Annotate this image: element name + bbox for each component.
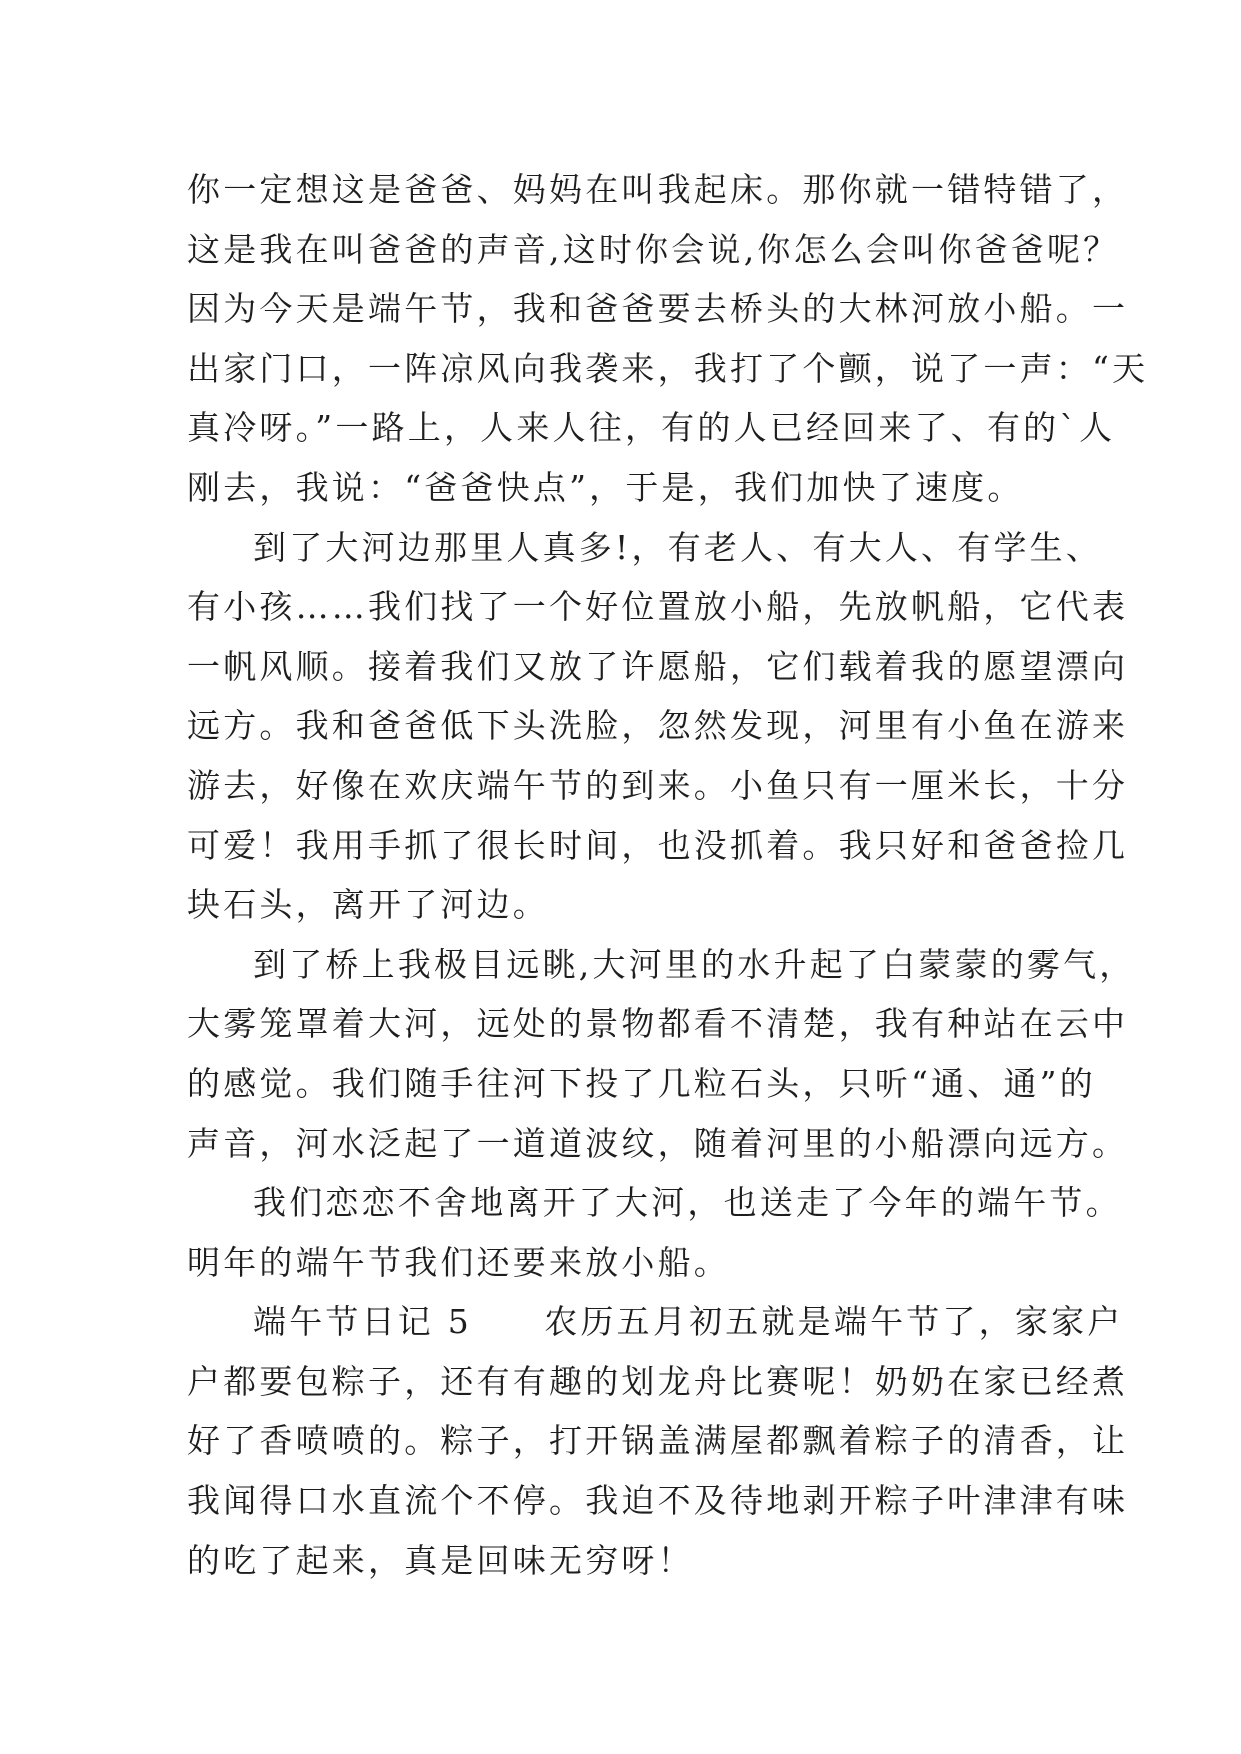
text-line: 有小孩……我们找了一个好位置放小船，先放帆船，它代表 bbox=[187, 587, 1129, 627]
text-line: 真冷呀。”一路上，人来人往，有的人已经回来了、有的`人 bbox=[187, 408, 1116, 448]
text-line: 好了香喷喷的。粽子，打开锅盖满屋都飘着粽子的清香，让 bbox=[187, 1421, 1129, 1461]
text-line: 的感觉。我们随手往河下投了几粒石头，只听“通、通”的 bbox=[187, 1063, 1096, 1103]
document-body bbox=[187, 160, 1149, 1590]
text-line: 因为今天是端午节，我和爸爸要去桥头的大林河放小船。一 bbox=[187, 289, 1129, 329]
text-line: 我闻得口水直流个不停。我迫不及待地剥开粽子叶津津有味 bbox=[187, 1481, 1129, 1521]
text-line: 这是我在叫爸爸的声音,这时你会说,你怎么会叫你爸爸呢？ bbox=[187, 229, 1120, 269]
text-line: 大雾笼罩着大河，远处的景物都看不清楚，我有种站在云中 bbox=[187, 1004, 1129, 1044]
text-line: 刚去，我说：“爸爸快点”，于是，我们加快了速度。 bbox=[187, 467, 1024, 507]
text-line: 明年的端午节我们还要来放小船。 bbox=[187, 1242, 730, 1282]
text-line: 声音，河水泛起了一道道波纹，随着河里的小船漂向远方。 bbox=[187, 1123, 1129, 1163]
text-line: 一帆风顺。接着我们又放了许愿船，它们载着我的愿望漂向 bbox=[187, 646, 1129, 686]
paragraph-start-line: 我们恋恋不舍地离开了大河，也送走了今年的端午节。 bbox=[253, 1183, 1122, 1223]
text-line: 出家门口，一阵凉风向我袭来，我打了个颤，说了一声：“天 bbox=[187, 348, 1149, 388]
paragraph-start-line: 端午节日记 5 农历五月初五就是端午节了，家家户 bbox=[253, 1302, 1124, 1342]
paragraph-start-line: 到了桥上我极目远眺,大河里的水升起了白蒙蒙的雾气， bbox=[253, 944, 1136, 984]
text-line: 可爱！我用手抓了很长时间，也没抓着。我只好和爸爸捡几 bbox=[187, 825, 1129, 865]
text-line: 的吃了起来，真是回味无穷呀！ bbox=[187, 1540, 694, 1580]
text-line: 远方。我和爸爸低下头洗脸，忽然发现，河里有小鱼在游来 bbox=[187, 706, 1129, 746]
text-line: 块石头，离开了河边。 bbox=[187, 885, 549, 925]
text-line: 游去，好像在欢庆端午节的到来。小鱼只有一厘米长，十分 bbox=[187, 765, 1129, 805]
text-line: 你一定想这是爸爸、妈妈在叫我起床。那你就一错特错了， bbox=[187, 170, 1129, 209]
text-line: 户都要包粽子，还有有趣的划龙舟比赛呢！奶奶在家已经煮 bbox=[187, 1361, 1129, 1401]
paragraph-start-line: 到了大河边那里人真多!，有老人、有大人、有学生、 bbox=[253, 527, 1103, 567]
